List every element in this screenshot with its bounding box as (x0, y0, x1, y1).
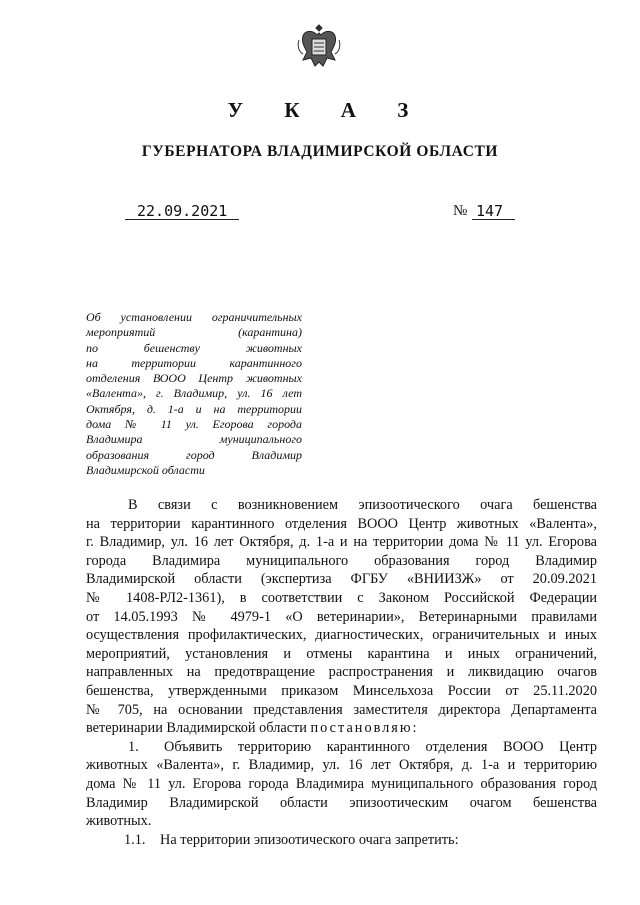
body-line: № 705, на основании представления заместителя директора Департамента (86, 701, 597, 718)
item-1-first-line (86, 738, 597, 757)
heading-line: «Валента», г. Владимир, ул. 16 лет (86, 386, 302, 401)
item-1 (86, 738, 597, 831)
body-line: № 1408-РЛ2-1361), в соответствии с Законом Российской Федерации (86, 589, 597, 606)
decree-date: 22.09.2021 (125, 203, 239, 220)
decree-number-label: № (453, 203, 468, 219)
body-line: г. Владимир, ул. 16 лет Октября, д. 1-а и на территории дома № 11 ул. Егорова (86, 534, 597, 551)
intro-paragraph (86, 496, 597, 738)
body-line: Владимирской области (экспертиза ФГБУ «ВНИИЗЖ» от 20.09.2021 (86, 571, 597, 588)
body-line-last (86, 719, 597, 738)
document-title: У К А З (227, 98, 427, 122)
item-number: 1.1. (124, 831, 146, 848)
item-number: 1. (128, 738, 139, 755)
heading-line: Октября, д. 1-а и на территории (86, 401, 302, 416)
item-text: На территории эпизоотического очага запретить: (160, 831, 459, 848)
body-line: бешенства, утвержденными приказом Минсельхоза России от 25.11.2020 (86, 682, 597, 699)
decree-number: 147 (472, 203, 515, 220)
heading-line: Владимирской области (86, 462, 205, 477)
heading-line: мероприятий (карантина) (86, 325, 302, 340)
heading-line: на территории карантинного (86, 355, 302, 370)
coat-of-arms-emblem (295, 22, 343, 72)
item-1-1 (86, 831, 597, 850)
decree-body (86, 496, 597, 849)
body-line: мероприятий, установления и отмены карантина и иных ограничений, (86, 645, 597, 662)
body-line-text: ветеринарии Владимирской области (86, 720, 311, 737)
heading-line: Владимира муниципального (86, 432, 302, 447)
body-line: В связи с возникновением эпизоотического очага бешенства (128, 497, 597, 513)
decree-heading (86, 310, 302, 478)
body-line: дома № 11 ул. Егорова города Владимира муниципального образования город (86, 775, 597, 792)
heading-line: дома № 11 ул. Егорова города (86, 417, 302, 432)
body-line: осуществления профилактических, диагностических, ограничительных и иных (86, 627, 597, 644)
body-line: города Владимира муниципального образования город Владимир (86, 552, 597, 569)
document-subtitle: ГУБЕРНАТОРА ВЛАДИМИРСКОЙ ОБЛАСТИ (141, 143, 499, 160)
item-1-1-line (86, 831, 597, 850)
heading-line: образования город Владимир (86, 447, 302, 462)
body-line: на территории карантинного отделения ВООО Центр животных «Валента», (86, 515, 597, 532)
resolution-word: постановляю: (310, 720, 419, 737)
body-line: направленных на предотвращение распространения и ликвидацию очагов (86, 664, 597, 681)
heading-line: Об установлении ограничительных (86, 310, 302, 324)
body-line: животных «Валента», г. Владимир, ул. 16 лет Октября, д. 1-а и территорию (86, 757, 597, 774)
heading-line: отделения ВООО Центр животных (86, 371, 302, 386)
body-line: животных. (86, 813, 152, 830)
body-line: от 14.05.1993 № 4979-1 «О ветеринарии», Ветеринарными правилами (86, 608, 597, 625)
item-text: Объявить территорию карантинного отделения ВООО Центр (164, 738, 597, 755)
body-line: Владимир Владимирской области эпизоотическим очагом бешенства (86, 794, 597, 811)
heading-line: по бешенству животных (86, 340, 302, 355)
